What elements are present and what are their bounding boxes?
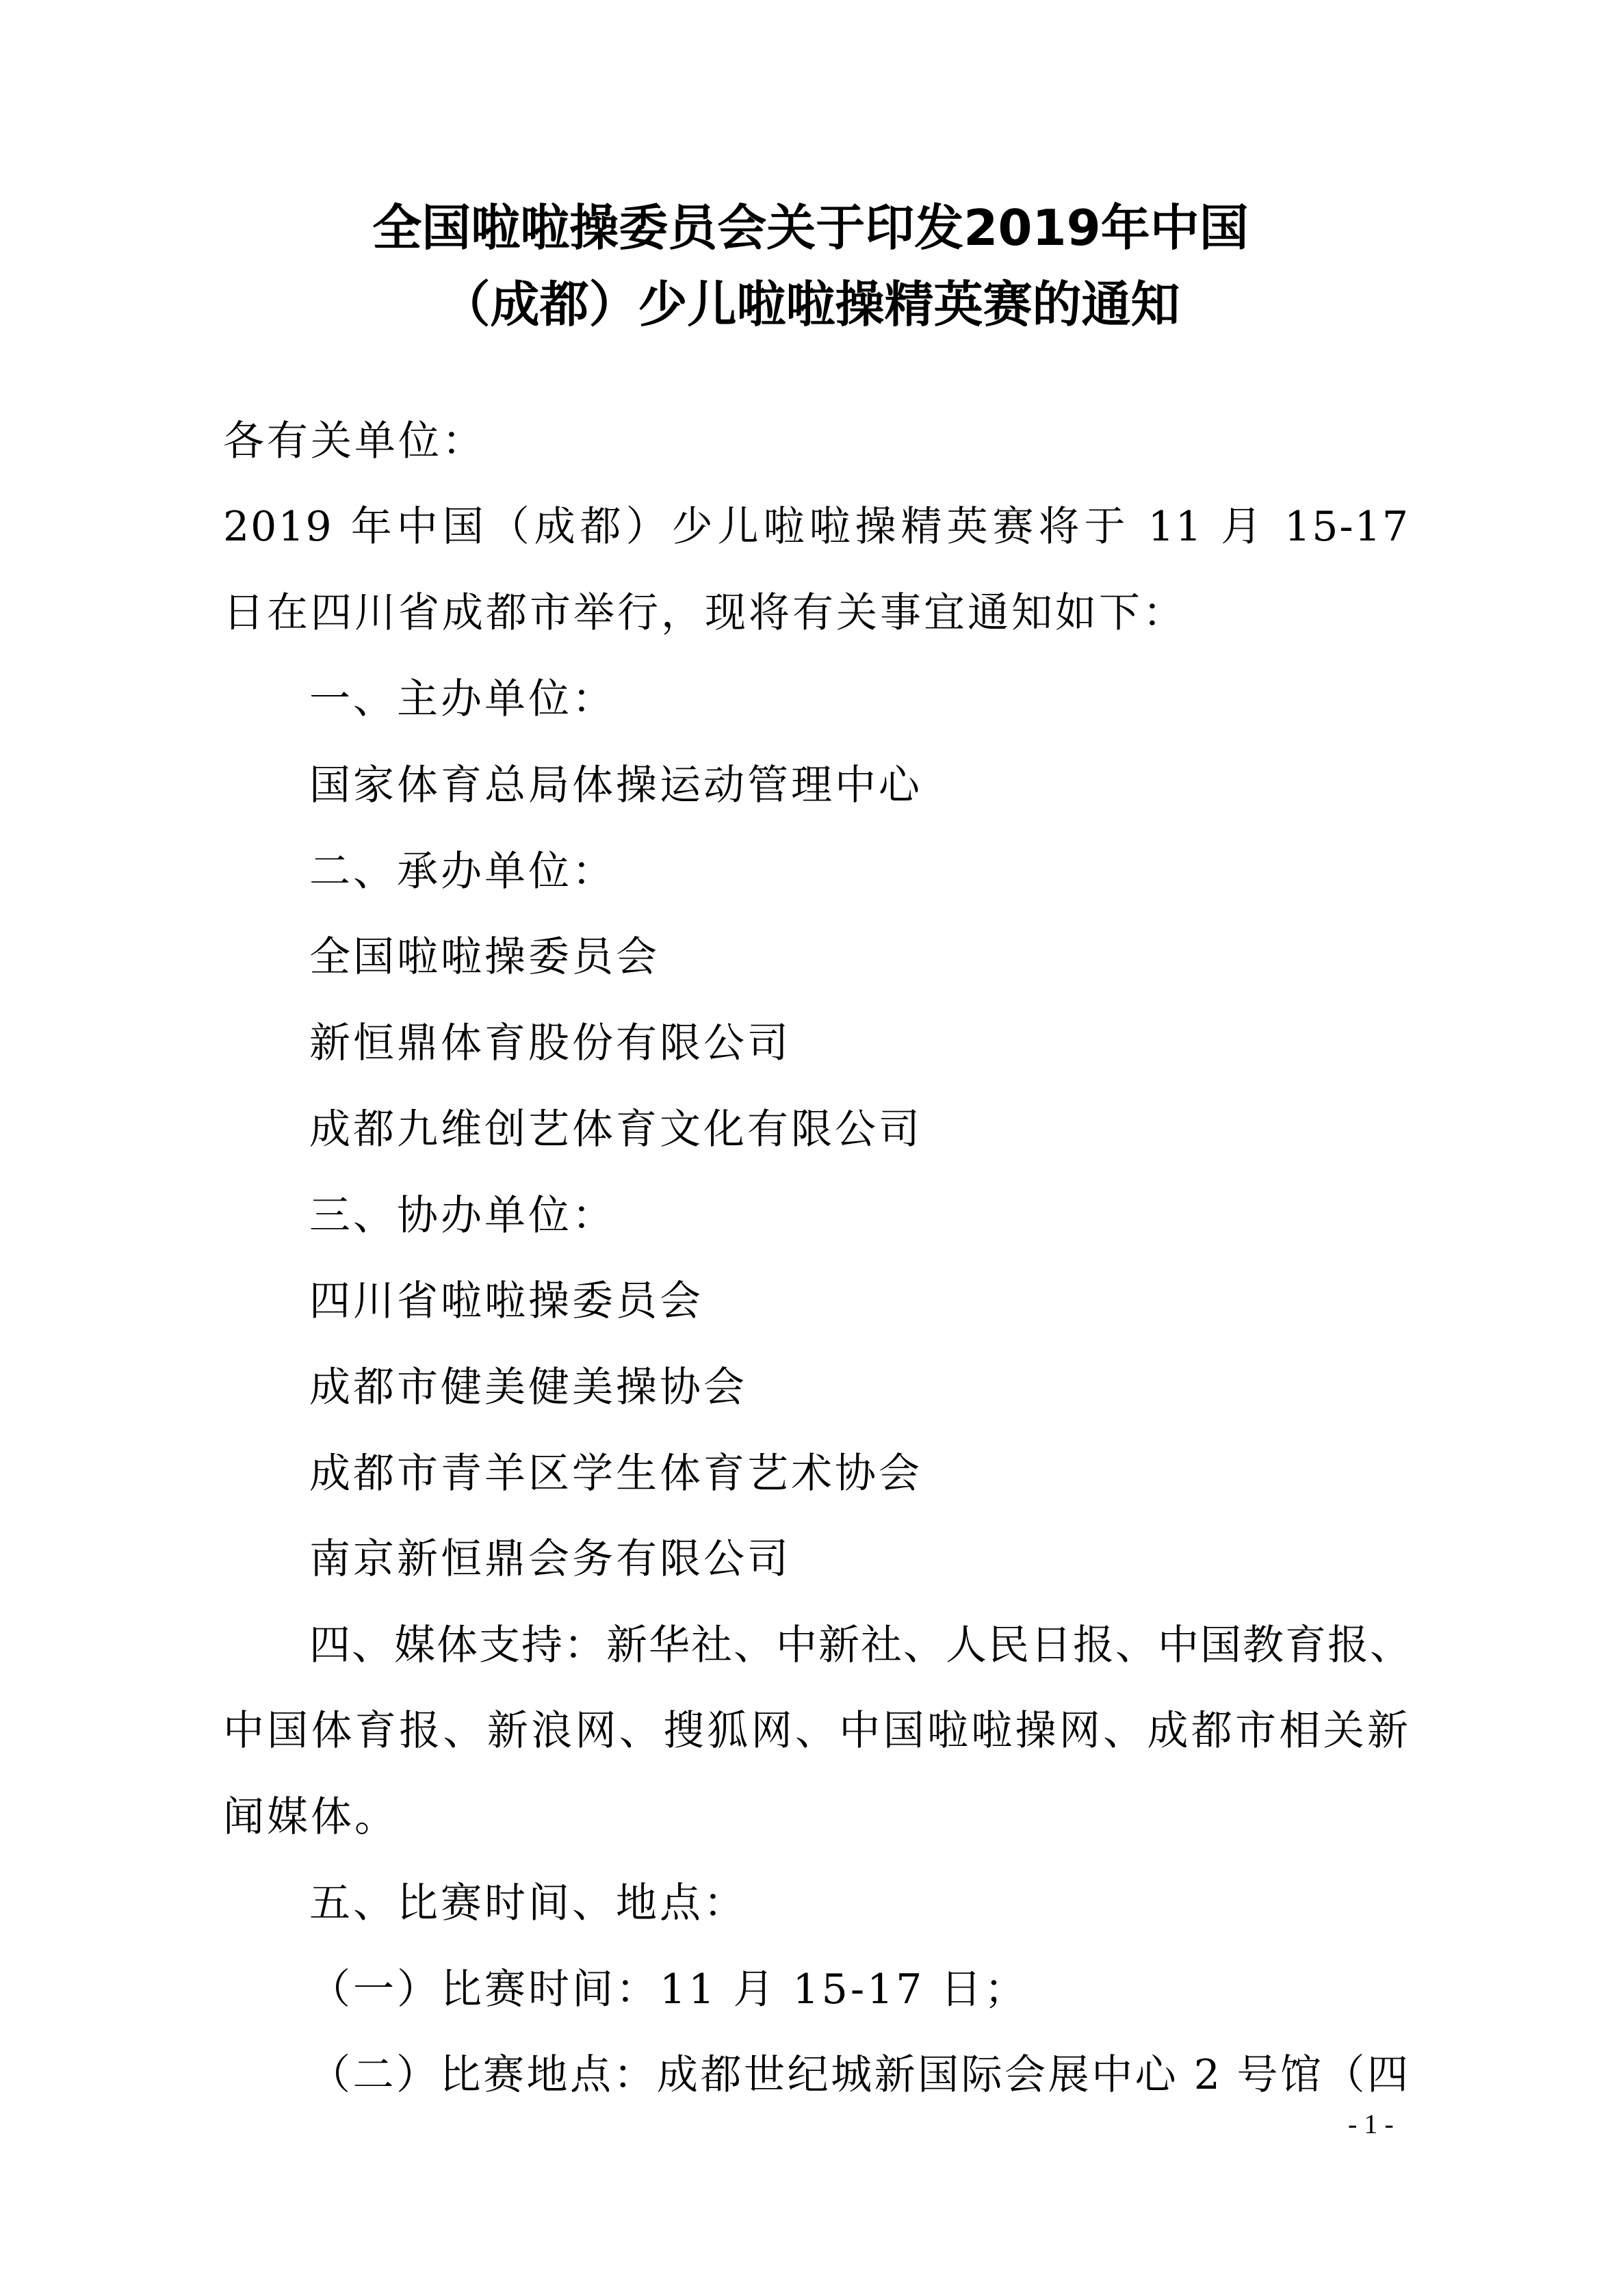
organizer-item: 国家体育总局体操运动管理中心 <box>309 761 922 809</box>
co-organizer-item: 成都市健美健美操协会 <box>309 1364 747 1411</box>
section-heading-organizer: 一、主办单位： <box>309 675 616 723</box>
co-organizer-item: 成都市青羊区学生体育艺术协会 <box>309 1450 922 1498</box>
section-media-line-2: 中国体育报、新浪网、搜狐网、中国啦啦操网、成都市相关新 <box>223 1707 1410 1755</box>
section-media-line-1: 四、媒体支持：新华社、中新社、人民日报、中国教育报、 <box>309 1621 1412 1669</box>
page-number: - 1 - <box>1348 2109 1394 2139</box>
host-item: 全国啦啦操委员会 <box>309 933 660 981</box>
intro-paragraph-line-2: 日在四川省成都市举行，现将有关事宜通知如下： <box>223 589 1186 637</box>
salutation: 各有关单位： <box>223 417 486 465</box>
host-item: 新恒鼎体育股份有限公司 <box>309 1019 791 1067</box>
competition-place: （二）比赛地点：成都世纪城新国际会展中心 2 号馆（四 <box>309 2051 1410 2099</box>
host-item: 成都九维创艺体育文化有限公司 <box>309 1106 922 1153</box>
co-organizer-item: 南京新恒鼎会务有限公司 <box>309 1535 791 1583</box>
section-heading-time-place: 五、比赛时间、地点： <box>309 1879 747 1927</box>
intro-paragraph-line-1: 2019 年中国（成都）少儿啦啦操精英赛将于 11 月 15-17 <box>223 503 1410 551</box>
competition-time: （一）比赛时间：11 月 15-17 日； <box>309 1966 1028 2013</box>
document-title-line-2: （成都）少儿啦啦操精英赛的通知 <box>441 276 1180 333</box>
section-media-line-3: 闻媒体。 <box>223 1793 398 1841</box>
co-organizer-item: 四川省啦啦操委员会 <box>309 1277 703 1325</box>
document-title-line-1: 全国啦啦操委员会关于印发2019年中国 <box>372 199 1249 257</box>
section-heading-co-organizer: 三、协办单位： <box>309 1192 616 1240</box>
section-heading-host: 二、承办单位： <box>309 848 616 896</box>
